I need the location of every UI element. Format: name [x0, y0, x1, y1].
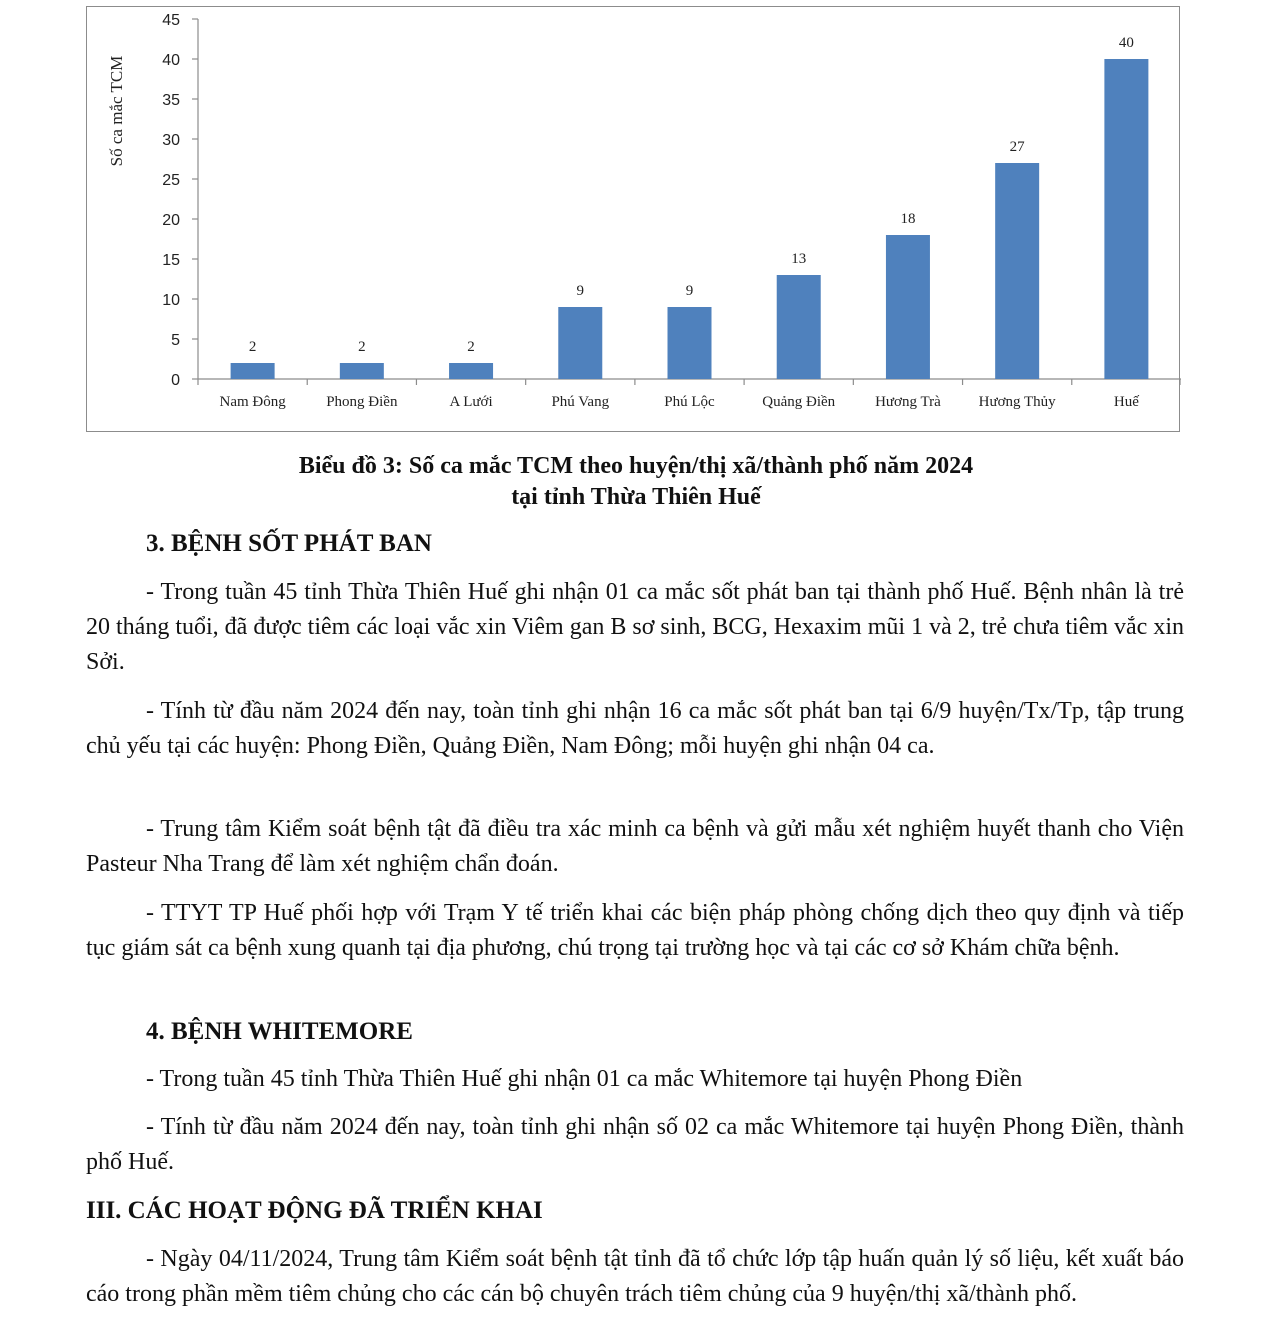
section-III-paragraph-1: - Ngày 04/11/2024, Trung tâm Kiểm soát bệnh tật tỉnh đã tổ chức lớp tập huấn quản lý số liệu, kết xuất báo cáo trong phần mềm tiêm chủng cho các cán bộ chuyên trách tiêm chủng của 9 huyện/thị xã/thành phố.	[86, 1246, 1184, 1307]
y-tick-label: 20	[162, 212, 180, 229]
bar	[340, 363, 384, 379]
y-tick-label: 45	[162, 12, 180, 29]
bar-value-label: 27	[1009, 139, 1025, 155]
section-4-heading: 4. BỆNH WHITEMORE	[146, 1018, 413, 1045]
bar-value-label: 9	[685, 283, 694, 299]
x-tick-label: Hương Thủy	[978, 394, 1056, 410]
y-tick-label: 35	[162, 92, 180, 109]
y-tick-label: 10	[162, 292, 180, 309]
y-tick-label: 25	[162, 172, 180, 189]
chart-caption	[86, 451, 1186, 513]
y-tick-label: 30	[162, 132, 180, 149]
section-4-paragraph-1: - Trong tuần 45 tỉnh Thừa Thiên Huế ghi nhận 01 ca mắc Whitemore tại huyện Phong Điền	[146, 1066, 1023, 1092]
bar-value-label: 9	[576, 283, 585, 299]
x-tick-label: Phú Vang	[551, 394, 610, 410]
bar	[995, 163, 1039, 379]
bar-value-label: 2	[358, 339, 366, 355]
bar-value-label: 18	[900, 211, 916, 227]
x-tick-label: Phú Lộc	[664, 394, 715, 410]
caption-line-1: Biểu đồ 3: Số ca mắc TCM theo huyện/thị xã/thành phố năm 2024	[298, 453, 974, 479]
caption-line-2: tại tỉnh Thừa Thiên Huế	[511, 484, 761, 510]
section-3-paragraph-2: - Tính từ đầu năm 2024 đến nay, toàn tỉnh ghi nhận 16 ca mắc sốt phát ban tại 6/9 huyện/Tx/Tp, tập trung chủ yếu tại các huyện: Phong Điền, Quảng Điền, Nam Đông; mỗi huyện ghi nhận 04 ca.	[86, 698, 1184, 759]
y-axis-title: Số ca mắc TCM	[107, 55, 126, 167]
bar-chart	[86, 6, 1180, 432]
x-tick-label: Quảng Điền	[762, 394, 836, 410]
bar-value-label: 13	[791, 251, 807, 267]
bar	[558, 307, 602, 379]
bar-value-label: 40	[1118, 35, 1134, 51]
section-3-paragraph-4: - TTYT TP Huế phối hợp với Trạm Y tế triển khai các biện pháp phòng chống dịch theo quy định và tiếp tục giám sát ca bệnh xung quanh tại địa phương, chú trọng tại trường học và tại các cơ sở Khám chữa bệnh.	[86, 900, 1184, 961]
bar	[231, 363, 275, 379]
section-3-paragraph-3: - Trung tâm Kiểm soát bệnh tật đã điều tra xác minh ca bệnh và gửi mẫu xét nghiệm huyết thanh cho Viện Pasteur Nha Trang để làm xét nghiệm chẩn đoán.	[86, 816, 1184, 877]
section-4-paragraph-2: - Tính từ đầu năm 2024 đến nay, toàn tỉnh ghi nhận số 02 ca mắc Whitemore tại huyện Phong Điền, thành phố Huế.	[86, 1114, 1184, 1175]
y-tick-label: 5	[171, 332, 180, 349]
bar	[886, 235, 930, 379]
section-3-paragraph-1: - Trong tuần 45 tỉnh Thừa Thiên Huế ghi nhận 01 ca mắc sốt phát ban tại thành phố Huế. Bệnh nhân là trẻ 20 tháng tuổi, đã được tiêm các loại vắc xin Viêm gan B sơ sinh, BCG, Hexaxim mũi 1 và 2, trẻ chưa tiêm vắc xin Sởi.	[86, 579, 1184, 675]
bar-value-label: 2	[467, 339, 475, 355]
x-tick-label: Nam Đông	[219, 394, 286, 410]
y-tick-label: 15	[162, 252, 180, 269]
bar-value-label: 2	[248, 339, 257, 355]
x-tick-label: Huế	[1113, 394, 1139, 410]
bar	[777, 275, 821, 379]
x-tick-label: Hương Trà	[875, 394, 941, 410]
y-tick-label: 0	[171, 372, 180, 389]
section-3-heading: 3. BỆNH SỐT PHÁT BAN	[146, 530, 432, 557]
bar	[668, 307, 712, 379]
section-III-heading: III. CÁC HOẠT ĐỘNG ĐÃ TRIỂN KHAI	[86, 1197, 543, 1224]
bar	[1104, 59, 1148, 379]
chart-svg	[87, 7, 1181, 433]
bar	[449, 363, 493, 379]
y-tick-label: 40	[162, 52, 180, 69]
x-tick-label: Phong Điền	[326, 394, 398, 410]
x-tick-label: A Lưới	[449, 394, 493, 410]
